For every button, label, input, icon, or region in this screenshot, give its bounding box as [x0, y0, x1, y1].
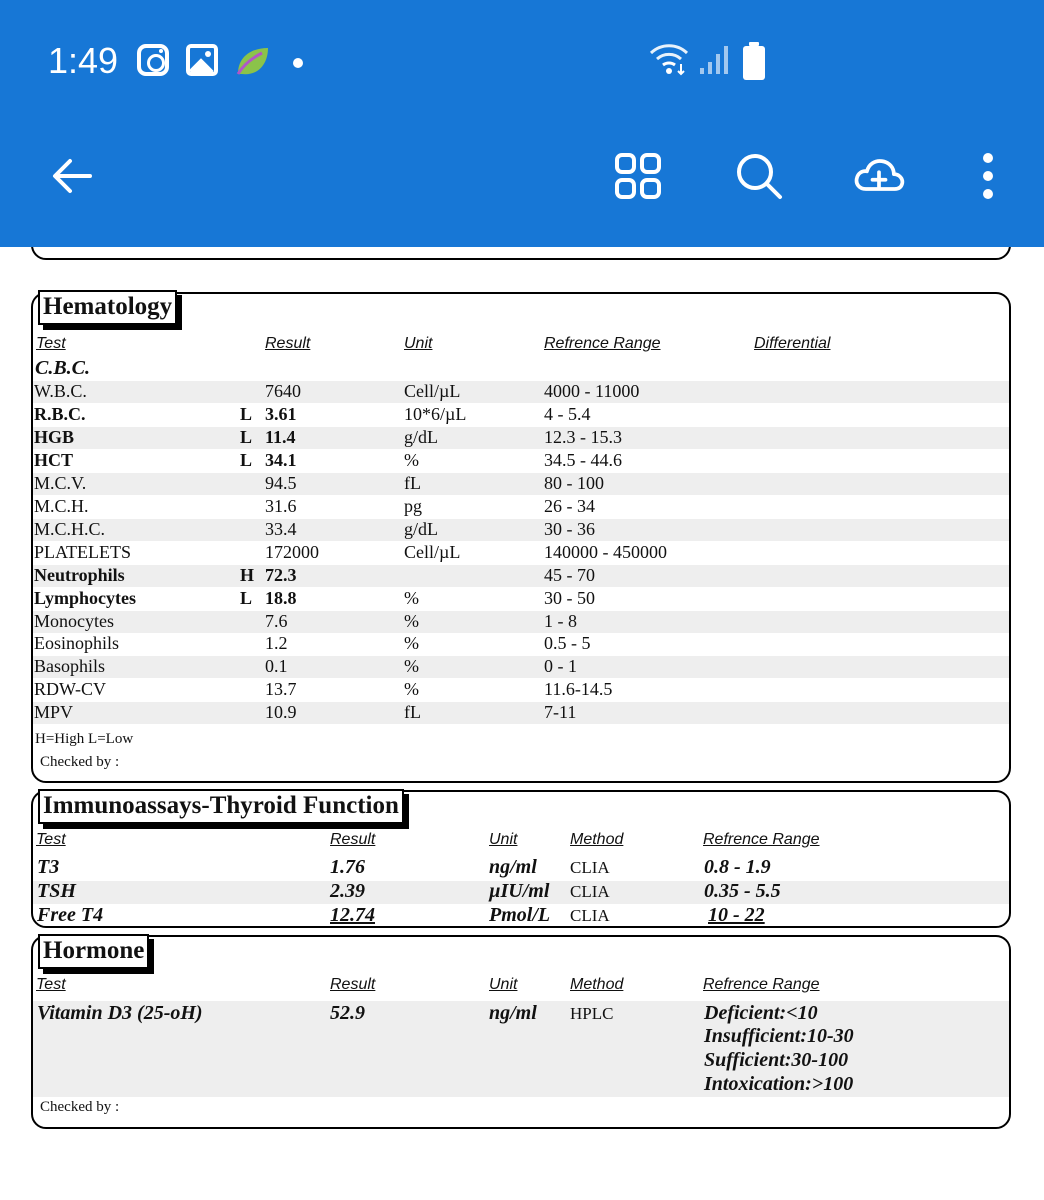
hema-test: M.C.H.C.	[34, 518, 106, 539]
hema-result: 172000	[265, 541, 319, 562]
hema-header-range: Refrence Range	[544, 335, 661, 352]
grid-icon[interactable]	[612, 150, 664, 202]
cbc-group-label: C.B.C.	[35, 357, 91, 379]
vitd-unit: ng/ml	[489, 1002, 537, 1024]
hema-test: HCT	[34, 449, 74, 470]
vitd-test: Vitamin D3 (25-oH)	[37, 1002, 203, 1024]
hema-range: 12.3 - 15.3	[544, 426, 622, 447]
vitd-range-intoxication: Intoxication:>100	[704, 1073, 854, 1095]
hema-result: 0.1	[265, 656, 288, 677]
thyroid-unit: ng/ml	[489, 856, 537, 878]
hema-range: 1 - 8	[544, 610, 577, 631]
hema-unit: %	[404, 610, 419, 631]
hormone-header-test: Test	[36, 976, 66, 993]
hema-unit: %	[404, 633, 419, 654]
hormone-checked-by: Checked by :	[40, 1099, 120, 1115]
hema-result: 13.7	[265, 679, 297, 700]
hema-test: Eosinophils	[34, 633, 120, 654]
hema-range: 26 - 34	[544, 495, 595, 516]
hema-result: 10.9	[265, 702, 297, 723]
hema-result: 7640	[265, 381, 301, 401]
thyroid-header-result: Result	[330, 831, 376, 848]
thyroid-test: TSH	[37, 880, 76, 902]
thyroid-result: 1.76	[330, 856, 365, 878]
wifi-icon	[648, 42, 690, 76]
hema-test: RDW-CV	[34, 679, 106, 700]
thyroid-range: 10 - 22	[708, 904, 765, 926]
thyroid-unit: Pmol/L	[489, 904, 551, 926]
hema-result: 1.2	[265, 633, 288, 654]
hema-result: 31.6	[265, 495, 297, 516]
hema-range: 0 - 1	[544, 656, 577, 677]
table-row-bg	[33, 656, 1009, 678]
hema-unit: 10*6/µL	[404, 403, 467, 424]
hematology-heading: Hematology	[38, 290, 177, 325]
hormone-heading: Hormone	[38, 934, 149, 969]
hema-test: Monocytes	[34, 610, 114, 631]
hema-checked-by: Checked by :	[40, 754, 120, 770]
battery-icon	[742, 42, 766, 80]
hema-range: 30 - 36	[544, 518, 595, 539]
hema-range: 80 - 100	[544, 472, 604, 493]
vitd-range-sufficient: Sufficient:30-100	[704, 1049, 849, 1071]
gallery-icon	[186, 44, 218, 76]
hormone-header-unit: Unit	[489, 976, 518, 993]
hema-range: 11.6-14.5	[544, 679, 613, 700]
table-row-bg	[33, 473, 1009, 495]
cloud-upload-icon[interactable]	[853, 150, 905, 202]
hema-test: M.C.H.	[34, 495, 89, 516]
thyroid-header-test: Test	[36, 831, 66, 848]
more-vertical-icon[interactable]	[962, 150, 1014, 202]
hema-header-unit: Unit	[404, 335, 433, 352]
hema-test: Neutrophils	[34, 564, 125, 585]
thyroid-header-unit: Unit	[489, 831, 518, 848]
hormone-header-result: Result	[330, 976, 376, 993]
hema-unit: Cell/µL	[404, 381, 461, 401]
hema-unit: g/dL	[404, 518, 438, 539]
hema-result: 34.1	[265, 449, 297, 470]
app-bar	[0, 0, 1044, 247]
hema-range: 45 - 70	[544, 564, 595, 585]
hema-range: 140000 - 450000	[544, 541, 667, 562]
hema-range: 0.5 - 5	[544, 633, 591, 654]
hema-test: Basophils	[34, 656, 106, 677]
hema-header-differential: Differential	[754, 335, 831, 352]
hema-unit: Cell/µL	[404, 541, 461, 562]
vitd-result: 52.9	[330, 1002, 365, 1024]
hema-result: 94.5	[265, 472, 297, 493]
hema-flag: H	[240, 564, 255, 585]
table-row-bg	[33, 702, 1009, 724]
hema-header-test: Test	[36, 335, 66, 352]
hema-result: 33.4	[265, 518, 297, 539]
hema-test: M.C.V.	[34, 472, 87, 493]
vitd-range-insufficient: Insufficient:10-30	[704, 1025, 854, 1047]
hema-result: 3.61	[265, 403, 297, 424]
hema-unit: %	[404, 587, 419, 608]
table-row-bg	[33, 565, 1009, 587]
hema-range: 34.5 - 44.6	[544, 449, 622, 470]
status-time: 1:49	[48, 40, 119, 81]
signal-icon	[698, 44, 728, 76]
thyroid-test: T3	[37, 856, 60, 878]
instagram-icon	[137, 44, 169, 76]
thyroid-header-method: Method	[570, 831, 624, 848]
hormone-header-range: Refrence Range	[703, 976, 820, 993]
thyroid-result: 2.39	[330, 880, 365, 902]
hema-result: 18.8	[265, 587, 297, 608]
table-row-bg	[33, 519, 1009, 541]
thyroid-header-range: Refrence Range	[703, 831, 820, 848]
hema-unit: fL	[404, 702, 421, 723]
back-arrow-icon[interactable]	[46, 150, 98, 202]
hema-result: 11.4	[265, 426, 296, 447]
thyroid-result: 12.74	[330, 904, 375, 926]
vitd-range-deficient: Deficient:<10	[704, 1002, 818, 1024]
hema-header-result: Result	[265, 335, 311, 352]
hema-test: HGB	[34, 426, 75, 447]
hema-unit: %	[404, 679, 419, 700]
hema-unit: %	[404, 449, 419, 470]
hema-result: 7.6	[265, 610, 288, 631]
table-row-bg	[33, 381, 1009, 403]
table-row-bg	[33, 611, 1009, 633]
hema-unit: fL	[404, 472, 421, 493]
hema-test: Lymphocytes	[34, 587, 137, 608]
vitd-method: HPLC	[570, 1004, 614, 1023]
table-row-bg	[33, 427, 1009, 449]
hema-unit: pg	[404, 495, 422, 516]
leaf-app-icon	[234, 44, 270, 78]
thyroid-heading: Immunoassays-Thyroid Function	[38, 789, 404, 824]
notification-dot-icon	[293, 58, 303, 68]
hema-test: R.B.C.	[34, 403, 86, 424]
thyroid-method: CLIA	[570, 882, 610, 901]
hema-range: 7-11	[544, 702, 577, 723]
hema-test: MPV	[34, 702, 74, 723]
flag-legend: H=High L=Low	[35, 731, 134, 747]
hormone-header-method: Method	[570, 976, 624, 993]
hema-unit: %	[404, 656, 419, 677]
hema-result: 72.3	[265, 564, 297, 585]
thyroid-test: Free T4	[37, 904, 104, 926]
thyroid-method: CLIA	[570, 906, 610, 925]
thyroid-range: 0.8 - 1.9	[704, 856, 771, 878]
search-icon[interactable]	[733, 150, 785, 202]
hema-flag: L	[240, 403, 253, 424]
thyroid-method: CLIA	[570, 858, 610, 877]
hema-range: 4 - 5.4	[544, 403, 591, 424]
thyroid-range: 0.35 - 5.5	[704, 880, 781, 902]
thyroid-unit: µIU/ml	[489, 880, 550, 902]
hema-test: PLATELETS	[34, 541, 131, 562]
hema-flag: L	[240, 426, 253, 447]
hema-flag: L	[240, 587, 253, 608]
hema-range: 30 - 50	[544, 587, 595, 608]
hema-flag: L	[240, 449, 253, 470]
hema-range: 4000 - 11000	[544, 381, 640, 401]
hema-unit: g/dL	[404, 426, 438, 447]
hema-test: W.B.C.	[34, 381, 87, 401]
